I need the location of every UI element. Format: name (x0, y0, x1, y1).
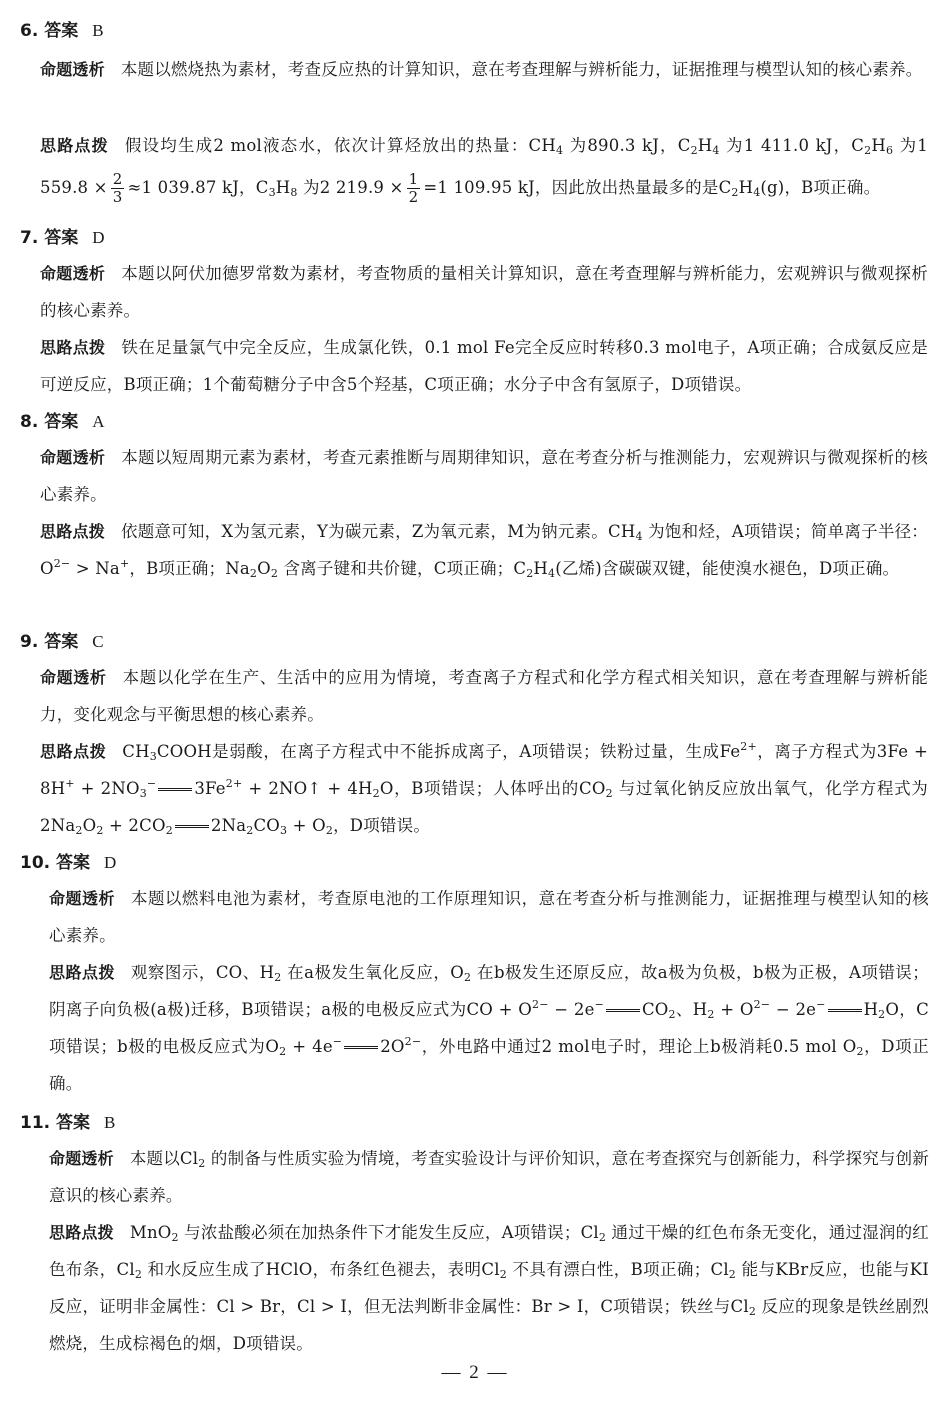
superscript: − (332, 1035, 343, 1048)
hint-text: 假设均生成2 mol液态水，依次计算烃放出的热量：CH (124, 136, 556, 155)
subscript: 3 (280, 824, 288, 837)
analysis-label: 命题透析 (40, 448, 106, 467)
hint-text: O，C项错误；b极的电极反应式为O (49, 1000, 929, 1056)
question-number: 10. 答案 (20, 853, 91, 873)
question-10-header (20, 852, 116, 874)
analysis-text: 本题以Cl (129, 1149, 199, 1168)
subscript: 2 (728, 1268, 736, 1281)
fraction (407, 171, 421, 206)
question-number: 7. 答案 (20, 228, 79, 248)
hint-text: + O (714, 1000, 754, 1019)
subscript: 3 (149, 750, 157, 763)
fraction-numerator: 1 (408, 170, 419, 188)
analysis-text: 本题以阿伏加德罗常数为素材，考查物质的量相关计算知识，意在考查理解与辨析能力，宏观辨识与微观探析的核心素养。 (40, 264, 928, 320)
hint-text: H (533, 559, 549, 578)
subscript: 2 (246, 824, 254, 837)
hint-text: (乙烯)含碳碳双键，能使溴水褪色，D项正确。 (555, 559, 900, 578)
subscript: 3 (268, 186, 276, 199)
q11-analysis (49, 1140, 929, 1214)
answer-letter: B (104, 1113, 116, 1132)
q9-analysis (40, 659, 928, 733)
subscript: 2 (75, 824, 83, 837)
subscript: 2 (274, 971, 282, 984)
hint-text: 能与KBr反应，也能与KI反应，证明非金属性：Cl > Br，Cl > I，但无法判断非金属性：Br > I，C项错误；铁丝与Cl (49, 1260, 930, 1316)
subscript: 4 (555, 144, 564, 157)
hint-text: CO (253, 816, 281, 835)
subscript: 2 (864, 144, 872, 157)
hint-text: O (257, 559, 271, 578)
subscript: 2 (198, 1157, 206, 1170)
subscript: 3 (139, 787, 147, 800)
subscript: 2 (270, 567, 279, 580)
subscript: 2 (731, 186, 739, 199)
hint-label: 思路点拨 (49, 1223, 114, 1242)
subscript: 2 (249, 567, 258, 580)
hint-text: 观察图示，CO、H (130, 963, 275, 982)
superscript: − (816, 998, 826, 1011)
subscript: 4 (635, 530, 643, 543)
hint-text: − 2e (548, 1000, 595, 1019)
subscript: 2 (856, 1045, 864, 1058)
analysis-text: 本题以燃料电池为素材，考查原电池的工作原理知识，意在考查分析与推测能力，证据推理与模型认知的核心素养。 (49, 889, 929, 945)
hint-text: 铁在足量氯气中完全反应，生成氯化铁，0.1 mol Fe完全反应时转移0.3 mol电子，A项正确；合成氨反应是可逆反应，B项正确；1个葡萄糖分子中含5个羟基，C项正确；水分子中含有氢原子，D项错误。 (40, 338, 928, 394)
subscript: 8 (290, 186, 298, 199)
subscript: 2 (598, 1231, 607, 1244)
question-9-header (20, 631, 104, 653)
q9-hint (40, 733, 928, 844)
subscript: 2 (165, 824, 173, 837)
subscript: 2 (707, 1008, 715, 1021)
hint-text: + O (287, 816, 326, 835)
answer-letter: A (92, 412, 105, 431)
superscript: 2− (532, 998, 549, 1011)
subscript: 2 (325, 824, 334, 837)
hint-text: 通过干燥的红色布条无变化，通过湿润的红色布条，Cl (49, 1223, 929, 1279)
hint-text: H (863, 1000, 879, 1019)
superscript: 2+ (225, 777, 243, 790)
question-6-header (20, 20, 104, 42)
analysis-label: 命题透析 (49, 1149, 114, 1168)
hint-text: 为1 559.8 × (40, 136, 928, 197)
analysis-text: 本题以化学在生产、生活中的应用为情境，考查离子方程式和化学方程式相关知识，意在考查理解与辨析能力，变化观念与平衡思想的核心素养。 (40, 668, 928, 724)
hint-text: O (82, 816, 97, 835)
hint-text: MnO (129, 1223, 172, 1242)
superscript: 2− (53, 557, 71, 570)
equals-sign (344, 1046, 378, 1049)
hint-text: O，B项错误；人体呼出的CO (379, 779, 606, 798)
superscript: + (65, 777, 75, 790)
hint-text: ，D项错误。 (333, 816, 431, 835)
hint-text: > Na (70, 559, 120, 578)
hint-text: 2Na (210, 816, 247, 835)
hint-text: =1 109.95 kJ，因此放出热量最多的是C (423, 178, 732, 197)
hint-text: ，外电路中通过2 mol电子时，理论上b极消耗0.5 mol O (421, 1037, 857, 1056)
hint-text: + 2CO (103, 816, 166, 835)
q10-analysis (49, 880, 929, 954)
hint-text: 2O (380, 1037, 405, 1056)
hint-text: ，离子方程式为3Fe + 8H (40, 742, 929, 798)
subscript: 6 (885, 144, 894, 157)
analysis-label: 命题透析 (40, 668, 107, 687)
superscript: + (119, 557, 130, 570)
hint-text: 3Fe (194, 779, 226, 798)
question-number: 6. 答案 (20, 21, 79, 41)
equals-sign (175, 825, 209, 828)
superscript: 2− (753, 998, 771, 1011)
hint-text: COOH是弱酸，在离子方程式中不能拆成离子，A项错误；铁粉过量，生成Fe (156, 742, 741, 761)
hint-text: CO (641, 1000, 669, 1019)
superscript: 2+ (740, 740, 757, 753)
q8-analysis (40, 439, 928, 513)
subscript: 2 (171, 1231, 179, 1244)
q11-hint (49, 1214, 929, 1362)
q6-analysis (40, 51, 928, 88)
hint-label: 思路点拨 (40, 522, 105, 541)
hint-text: 在a极发生氧化反应，O (281, 963, 465, 982)
hint-text: 依题意可知，X为氢元素，Y为碳元素，Z为氧元素，M为钠元素。CH (120, 522, 636, 541)
fraction (111, 171, 125, 206)
question-number: 8. 答案 (20, 412, 79, 432)
answer-letter: D (92, 228, 105, 247)
hint-text: 为饱和烃，A项错误；简单离子半径：O (40, 522, 929, 578)
hint-text: ，D项正确。 (49, 1037, 929, 1093)
analysis-text: 的制备与性质实验为情境，考查实验设计与评价知识，意在考查探究与创新能力，科学探究与创新意识的核心素养。 (49, 1149, 929, 1205)
hint-text: 不具有漂白性，B项正确；Cl (506, 1260, 729, 1279)
subscript: 4 (712, 144, 720, 157)
subscript: 2 (878, 1008, 886, 1021)
subscript: 2 (464, 971, 472, 984)
hint-text: 为2 219.9 × (297, 178, 404, 197)
hint-text: 含离子键和共价键，C项正确；C (278, 559, 527, 578)
hint-label: 思路点拨 (49, 963, 115, 982)
subscript: 2 (279, 1045, 287, 1058)
subscript: 2 (605, 787, 613, 800)
hint-label: 思路点拨 (40, 742, 107, 761)
hint-text: + 2NO↑ + 4H (242, 779, 373, 798)
analysis-label: 命题透析 (40, 60, 105, 79)
subscript: 4 (753, 186, 761, 199)
question-7-header (20, 227, 105, 249)
hint-text: + 2NO (74, 779, 140, 798)
subscript: 2 (748, 1305, 757, 1318)
hint-text: 反应的现象是铁丝剧烈燃烧，生成棕褐色的烟，D项错误。 (49, 1297, 929, 1353)
hint-label: 思路点拨 (40, 136, 109, 155)
answer-letter: C (92, 632, 104, 651)
hint-text: + 4e (286, 1037, 333, 1056)
hint-text: 、H (675, 1000, 708, 1019)
hint-text: 为1 411.0 kJ，C (719, 136, 865, 155)
fraction-denominator: 2 (408, 188, 419, 206)
equals-sign (606, 1009, 640, 1012)
analysis-label: 命题透析 (40, 264, 106, 283)
hint-text: 为890.3 kJ，C (563, 136, 691, 155)
hint-text: ，B项正确；Na (129, 559, 250, 578)
subscript: 2 (134, 1268, 143, 1281)
q6-hint: 思路点拨 假设均生成2 mol液态水，依次计算烃放出的热量：$CH_4$ 为890.3 kJ，$C_2H_4$ 为1 411.0 kJ，$C_2H_6$ 为1 559.8 × $\frac{2}{3}$ ≈1 039.87 kJ，$C_3H_8$ 为2 219.9 × $\frac{1}{2}$ =1 109.95 kJ，因此放出热量最多的是$C_2H_4(g)$，B项正确。 (40, 136, 928, 206)
answer-letter: D (104, 853, 117, 872)
hint-text: ≈1 039.87 kJ，C (127, 178, 269, 197)
hint-text: CH (122, 742, 150, 761)
equals-sign (828, 1009, 862, 1012)
q8-hint (40, 513, 928, 587)
superscript: − (594, 998, 604, 1011)
answer-letter: B (92, 21, 104, 40)
hint-text: 与过氧化钠反应放出氧气，化学方程式为2Na (40, 779, 928, 835)
subscript: 4 (548, 567, 556, 580)
page-number: — 2 — (441, 1362, 509, 1383)
fraction-numerator: 2 (112, 170, 123, 188)
question-11-header (20, 1112, 115, 1134)
hint-text: 在b极发生还原反应，故a极为负极，b极为正极，A项错误；阴离子向负极(a极)迁移，B项错误；a极的电极反应式为CO + O (49, 963, 929, 1019)
subscript: 2 (96, 824, 104, 837)
hint-label: 思路点拨 (40, 338, 106, 357)
analysis-text: 本题以燃烧热为素材，考查反应热的计算知识，意在考查理解与辨析能力，证据推理与模型认知的核心素养。 (120, 60, 923, 79)
subscript: 2 (668, 1008, 676, 1021)
hint-text: − 2e (770, 1000, 817, 1019)
analysis-label: 命题透析 (49, 889, 115, 908)
question-8-header (20, 411, 105, 433)
analysis-text: 本题以短周期元素为素材，考查元素推断与周期律知识，意在考查分析与推测能力，宏观辨识与微观探析的核心素养。 (40, 448, 928, 504)
subscript: 2 (499, 1268, 507, 1281)
question-number: 9. 答案 (20, 632, 79, 652)
question-number: 11. 答案 (20, 1113, 91, 1133)
superscript: 2− (404, 1035, 422, 1048)
hint-text: (g)，B项正确。 (760, 178, 881, 197)
subscript: 2 (690, 144, 698, 157)
q10-hint (49, 954, 929, 1102)
q7-hint (40, 329, 928, 403)
hint-text: 和水反应生成了HClO，布条红色褪去，表明Cl (142, 1260, 500, 1279)
superscript: − (146, 777, 157, 790)
q7-analysis (40, 255, 928, 329)
hint-text: 与浓盐酸必须在加热条件下才能发生反应，A项错误；Cl (178, 1223, 599, 1242)
fraction-denominator: 3 (112, 188, 123, 206)
subscript: 2 (526, 567, 534, 580)
subscript: 2 (372, 787, 380, 800)
equals-sign (158, 788, 192, 791)
